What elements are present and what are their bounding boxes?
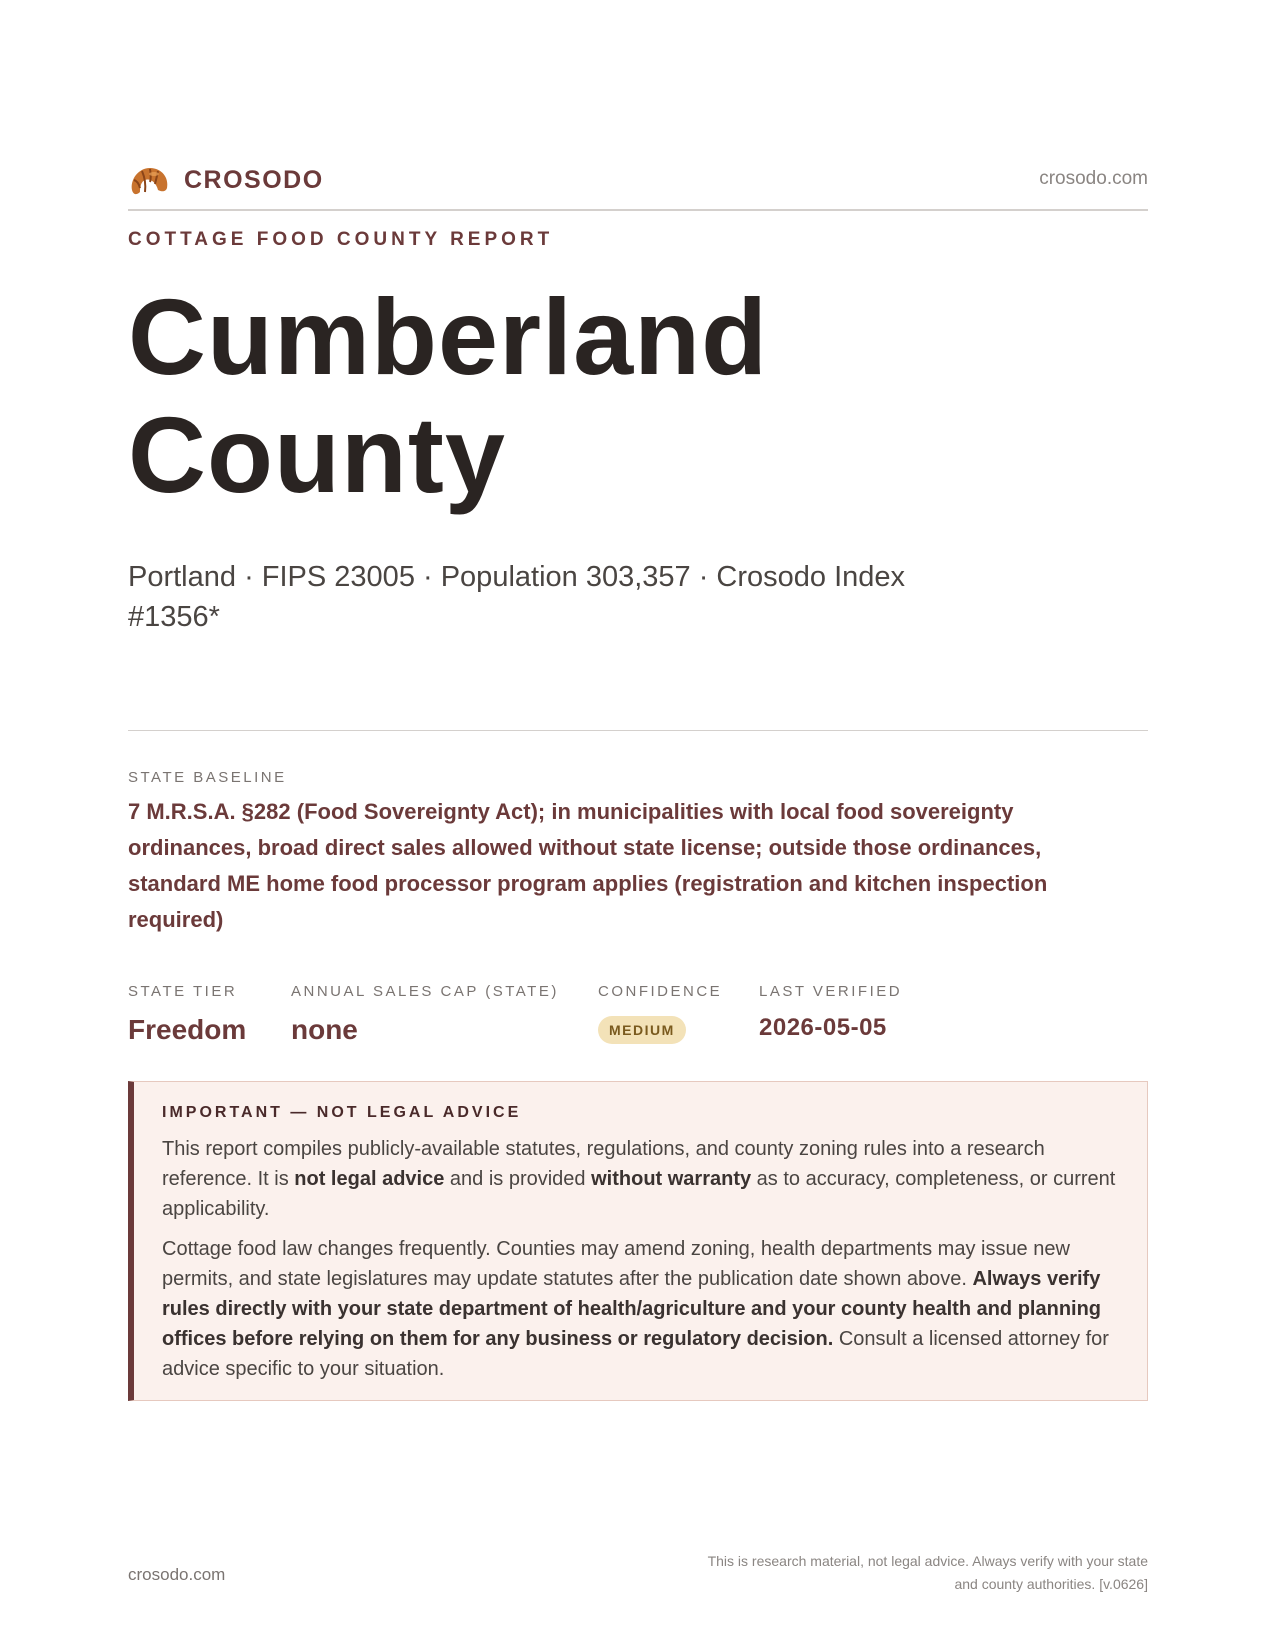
title-line-1: Cumberland bbox=[128, 276, 769, 397]
footer-disclaimer bbox=[588, 1550, 1148, 1596]
notice-text: This report compiles publicly-available statutes, regulations, and county zoning rules into a research reference. It is bbox=[162, 1138, 1045, 1190]
notice-paragraph-2 bbox=[162, 1234, 1121, 1384]
brand-name: CROSODO bbox=[184, 165, 324, 194]
state-baseline-label: STATE BASELINE bbox=[128, 769, 287, 786]
notice-title: IMPORTANT — NOT LEGAL ADVICE bbox=[162, 1104, 522, 1121]
stat-value: 2026-05-05 bbox=[759, 1014, 887, 1041]
state-baseline-text: 7 M.R.S.A. §282 (Food Sovereignty Act); in municipalities with local food sovereignty ordinances, broad direct sales allowed without state license; outside those ordinances, standard ME home food processor program applies (registration and kitchen inspection required) bbox=[128, 799, 1048, 932]
brand[interactable] bbox=[128, 160, 324, 200]
stat-value: none bbox=[291, 1014, 358, 1045]
stat-sales-cap bbox=[291, 983, 559, 1046]
footer-disclaimer-line-1: This is research material, not legal advice. Always verify with your state bbox=[707, 1553, 1148, 1569]
county-subtitle: Portland · FIPS 23005 · Population 303,357 · Crosodo Index #1356* bbox=[128, 561, 906, 633]
footer-disclaimer-line-2: and county authorities. [v.0626] bbox=[954, 1576, 1148, 1592]
notice-emphasis: not legal advice bbox=[294, 1168, 445, 1190]
notice-paragraph-1 bbox=[162, 1134, 1121, 1224]
report-kicker: COTTAGE FOOD COUNTY REPORT bbox=[128, 229, 554, 250]
notice-emphasis: without warranty bbox=[591, 1168, 752, 1190]
stat-label: LAST VERIFIED bbox=[759, 983, 903, 1000]
confidence-badge: MEDIUM bbox=[598, 1016, 686, 1044]
stats-row bbox=[128, 983, 1148, 1063]
title-line-2: County bbox=[128, 394, 506, 515]
stat-value: Freedom bbox=[128, 1014, 247, 1045]
notice-text: as to accuracy, completeness, or current applicability. bbox=[162, 1168, 1116, 1220]
notice-text: and is provided bbox=[444, 1168, 592, 1190]
stat-label: CONFIDENCE bbox=[598, 983, 723, 1000]
page-title bbox=[128, 278, 768, 514]
croissant-icon bbox=[128, 160, 170, 200]
notice-emphasis: Always verify rules directly with your state department of health/agriculture and your county health and planning offices before relying on them for any business or regulatory decision. bbox=[162, 1268, 1102, 1350]
stat-label: ANNUAL SALES CAP (STATE) bbox=[291, 983, 559, 1000]
header-bar bbox=[128, 160, 1148, 200]
stat-state-tier bbox=[128, 983, 246, 1046]
stat-confidence bbox=[598, 983, 722, 1044]
notice-text: Cottage food law changes frequently. Counties may amend zoning, health departments may issue new permits, and state legislatures may update statutes after the publication date shown above. bbox=[162, 1238, 1070, 1290]
stat-last-verified bbox=[759, 983, 902, 1042]
legal-notice-box bbox=[128, 1081, 1148, 1401]
header-divider bbox=[128, 209, 1148, 211]
footer-site[interactable]: crosodo.com bbox=[128, 1565, 226, 1584]
stat-label: STATE TIER bbox=[128, 983, 238, 1000]
section-divider bbox=[128, 730, 1148, 731]
site-link[interactable]: crosodo.com bbox=[1039, 168, 1148, 189]
notice-text: Consult a licensed attorney for advice specific to your situation. bbox=[162, 1328, 1109, 1380]
